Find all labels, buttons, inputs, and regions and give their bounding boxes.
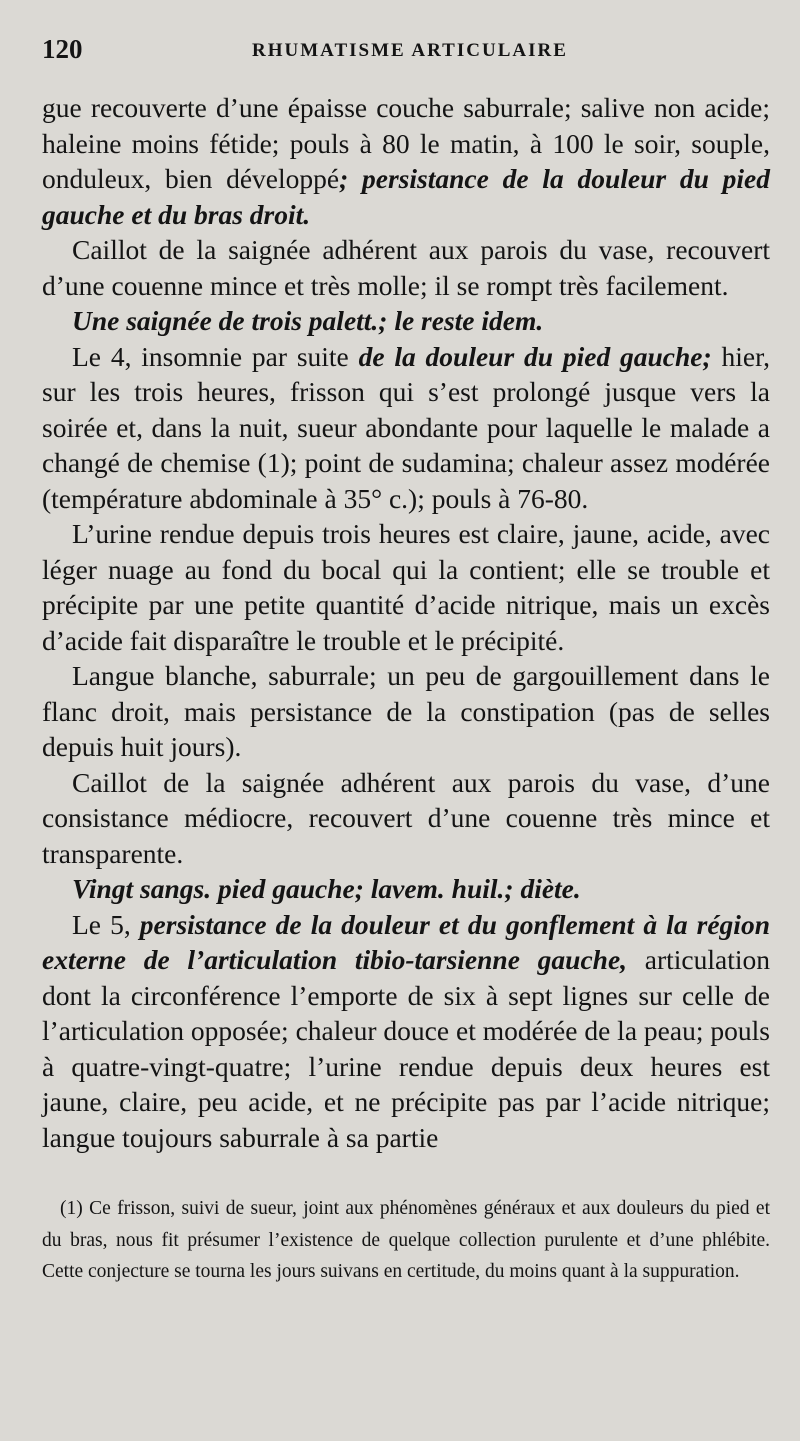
paragraph-4-italic: de la douleur du pied gauche; <box>358 340 712 372</box>
paragraph-1-text: gue recouverte d’une épaisse couche saburrale; salive non acide; haleine moins fétide; pouls à 80 le matin, à 100 le soir, souple, onduleux, bien développé <box>42 92 770 194</box>
paragraph-4 <box>42 339 770 517</box>
paragraph-9 <box>42 907 770 1156</box>
page-header <box>42 34 770 90</box>
paragraph-4-text-a: Le 4, insomnie par suite <box>72 340 359 372</box>
running-title: RHUMATISME ARTICULAIRE <box>252 40 568 61</box>
paragraph-9-italic: persistance de la douleur et du gonflement à la région externe de l’articulation tibio-tarsienne gauche, <box>42 908 770 975</box>
prescription-2: Vingt sangs. pied gauche; lavem. huil.; diète. <box>72 873 581 904</box>
paragraph-2: Caillot de la saignée adhérent aux parois du vase, recouvert d’une couenne mince et très molle; il se rompt très facilement. <box>42 234 770 301</box>
prescription-1: Une saignée de trois palett.; le reste idem. <box>72 305 544 336</box>
paragraph-9-text-a: Le 5, <box>72 908 140 940</box>
paragraph-6: Langue blanche, saburrale; un peu de gargouillement dans le flanc droit, mais persistance de la constipation (pas de selles depuis huit jours). <box>42 660 770 762</box>
paragraph-4-text-b: hier, sur les trois heures, frisson qui s’est prolongé jusque vers la soirée et, dans la nuit, sueur abondante pour laquelle le malade a changé de chemise (1); point de sudamina; chaleur assez modérée (température abdominale à 35° c.); pouls à 76-80. <box>42 340 771 514</box>
paragraph-1 <box>42 90 770 232</box>
footnote: (1) Ce frisson, suivi de sueur, joint aux phénomènes généraux et aux douleurs du pied et du bras, nous fit présumer l’existence de quelque collection purulente et d’une phlébite. Cette conjecture se tourna les jours suivans en certitude, du moins quant à la suppuration. <box>42 1198 770 1282</box>
body-text <box>42 90 770 1155</box>
paragraph-1-italic: ; persistance de la douleur du pied gauche et du bras droit. <box>42 163 770 230</box>
paragraph-7: Caillot de la saignée adhérent aux parois du vase, d’une consistance médiocre, recouvert d’une couenne très mince et transparente. <box>42 766 770 869</box>
paragraph-5: L’urine rendue depuis trois heures est claire, jaune, acide, avec léger nuage au fond du bocal qui la contient; elle se trouble et précipite par une petite quantité d’acide nitrique, mais un excès d’acide fait disparaître le trouble et le précipité. <box>42 518 770 656</box>
paragraph-9-text-b: articulation dont la circonférence l’emporte de six à sept lignes sur celle de l’articulation opposée; chaleur douce et modérée de la peau; pouls à quatre-vingt-quatre; l’urine rendue depuis deux heures est jaune, claire, peu acide, et ne précipite pas par l’acide nitrique; langue toujours saburrale à sa partie <box>42 944 770 1153</box>
footnote-separator <box>42 1155 770 1193</box>
page-number: 120 <box>42 34 83 64</box>
